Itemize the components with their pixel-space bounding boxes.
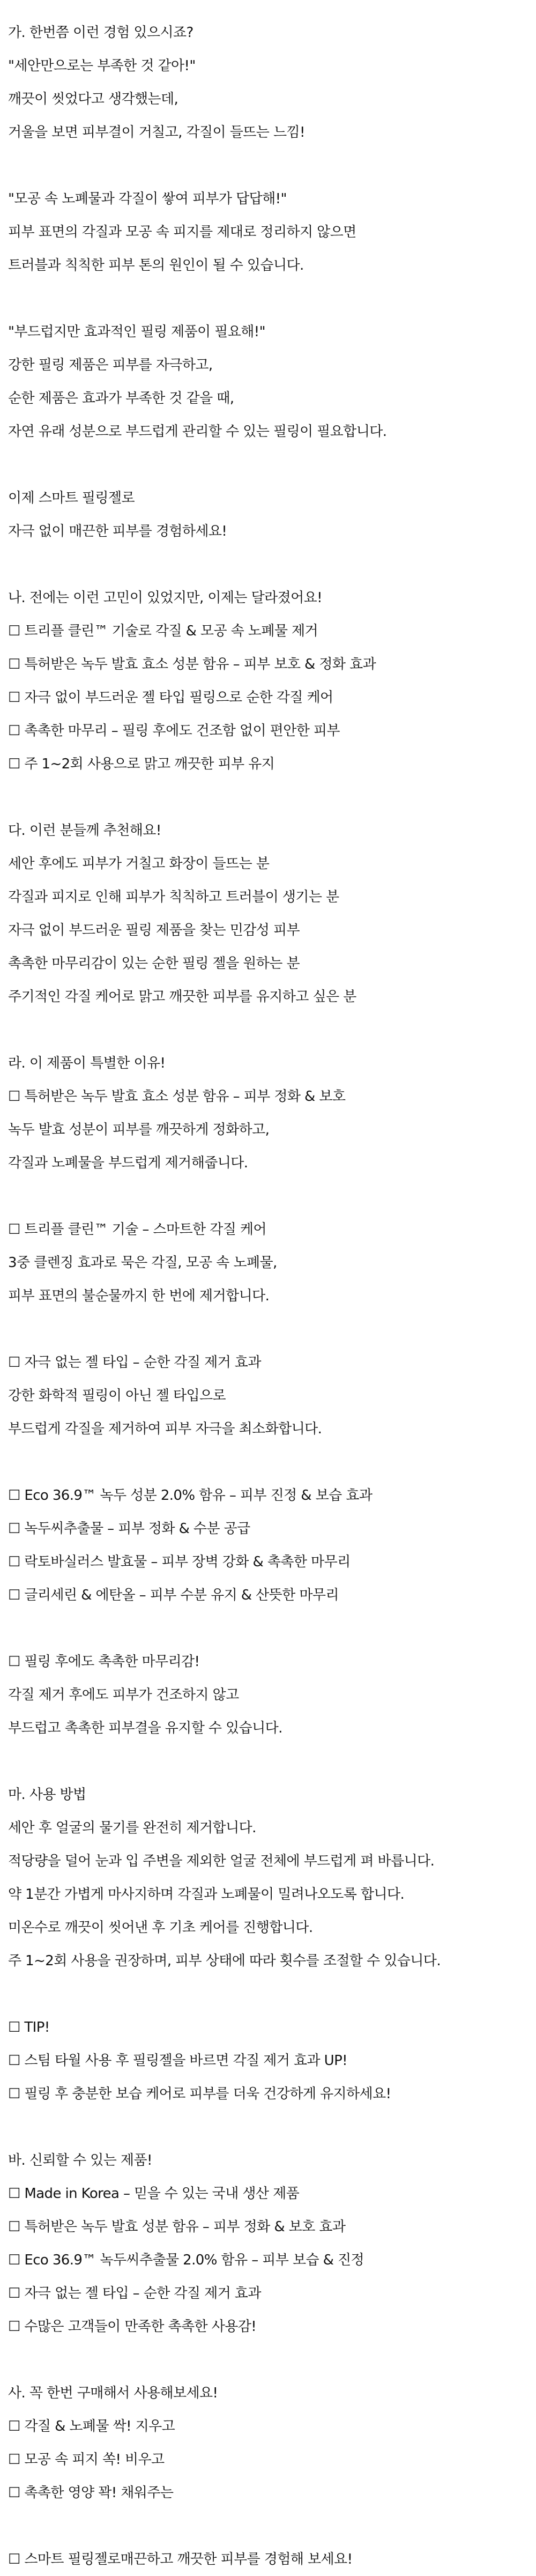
section-ba: [8, 2144, 536, 2343]
blank-line: [8, 2510, 536, 2543]
text-line: 자연 유래 성분으로 부드럽게 관리할 수 있는 필링이 필요합니다.: [8, 424, 387, 440]
text-line: 깨끗이 씻었다고 생각했는데,: [8, 91, 178, 107]
section-heading: 사. 꼭 한번 구매해서 사용해보세요!: [8, 2385, 218, 2401]
checkbox-line: ☐ 수많은 고객들이 만족한 촉촉한 사용감!: [8, 2319, 257, 2335]
section-heading: 바. 신뢰할 수 있는 제품!: [8, 2152, 152, 2168]
text-line: 부드럽고 촉촉한 피부결을 유지할 수 있습니다.: [8, 1720, 282, 1736]
text-line: 미온수로 깨끗이 씻어낸 후 기초 케어를 진행합니다.: [8, 1920, 313, 1936]
checkbox-line: ☐ 촉촉한 마무리 – 필링 후에도 건조함 없이 편안한 피부: [8, 723, 340, 739]
text-line: 거울을 보면 피부결이 거칠고, 각질이 들뜨는 느낌!: [8, 124, 305, 140]
checkbox-line: ☐ 자극 없이 부드러운 젤 타입 필링으로 순한 각질 케어: [8, 690, 333, 706]
text-line: 강한 필링 제품은 피부를 자극하고,: [8, 357, 213, 373]
section-da: [8, 814, 536, 1013]
section-na: [8, 581, 536, 781]
section-ga: [8, 16, 536, 548]
section-gap: [8, 548, 536, 581]
checkbox-line: ☐ 특허받은 녹두 발효 성분 함유 – 피부 정화 & 보호 효과: [8, 2219, 346, 2235]
checkbox-line: ☐ 각질 & 노폐물 싹! 지우고: [8, 2418, 175, 2434]
checkbox-line: ☐ 글리세린 & 에탄올 – 피부 수분 유지 & 산뜻한 마무리: [8, 1587, 339, 1603]
text-line: 피부 표면의 각질과 모공 속 피지를 제대로 정리하지 않으면: [8, 224, 356, 240]
section-heading: 가. 한번쯤 이런 경험 있으시죠?: [8, 25, 193, 41]
blank-line: [8, 1313, 536, 1346]
checkbox-line: ☐ 녹두씨추출물 – 피부 정화 & 수분 공급: [8, 1521, 250, 1537]
text-line: 각질 제거 후에도 피부가 건조하지 않고: [8, 1687, 239, 1703]
checkbox-line: ☐ Eco 36.9™ 녹두 성분 2.0% 함유 – 피부 진정 & 보습 효과: [8, 1487, 373, 1504]
text-line: 주기적인 각질 케어로 맑고 깨끗한 피부를 유지하고 싶은 분: [8, 989, 356, 1005]
text-line: 녹두 발효 성분이 피부를 깨끗하게 정화하고,: [8, 1122, 270, 1138]
blank-line: [8, 1180, 536, 1213]
text-line: 약 1분간 가볍게 마사지하며 각질과 노폐물이 밀려나오도록 합니다.: [8, 1886, 405, 1903]
checkbox-line: ☐ Eco 36.9™ 녹두씨추출물 2.0% 함유 – 피부 보습 & 진정: [8, 2252, 364, 2268]
text-line: 세안 후에도 피부가 거칠고 화장이 들뜨는 분: [8, 856, 270, 872]
checkbox-line: ☐ TIP!: [8, 2019, 50, 2035]
section-ma: [8, 1778, 536, 2111]
text-line: "부드럽지만 효과적인 필링 제품이 필요해!": [8, 324, 265, 340]
checkbox-line: ☐ 트리플 클린™ 기술로 각질 & 모공 속 노폐물 제거: [8, 623, 318, 639]
text-line: 적당량을 덜어 눈과 입 주변을 제외한 얼굴 전체에 부드럽게 펴 바릅니다.: [8, 1853, 435, 1869]
checkbox-line: ☐ 특허받은 녹두 발효 효소 성분 함유 – 피부 보호 & 정화 효과: [8, 656, 376, 672]
text-line: 주 1~2회 사용을 권장하며, 피부 상태에 따라 횟수를 조절할 수 있습니다.: [8, 1953, 441, 1969]
text-line: 촉촉한 마무리감이 있는 순한 필링 젤을 원하는 분: [8, 956, 300, 972]
text-line: 3중 클렌징 효과로 묵은 각질, 모공 속 노폐물,: [8, 1255, 277, 1271]
text-line: 자극 없이 매끈한 피부를 경험하세요!: [8, 523, 227, 539]
checkbox-line: ☐ 스팀 타월 사용 후 필링젤을 바르면 각질 제거 효과 UP!: [8, 2053, 348, 2069]
section-gap: [8, 2111, 536, 2144]
checkbox-line: ☐ 락토바실러스 발효물 – 피부 장벽 강화 & 촉촉한 마무리: [8, 1554, 351, 1570]
text-line: 트러블과 칙칙한 피부 톤의 원인이 될 수 있습니다.: [8, 257, 304, 273]
section-gap: [8, 2343, 536, 2377]
checkbox-line: ☐ 필링 후에도 촉촉한 마무리감!: [8, 1654, 200, 1670]
text-line: 자극 없이 부드러운 필링 제품을 찾는 민감성 피부: [8, 922, 300, 938]
checkbox-line: ☐ 스마트 필링젤로매끈하고 깨끗한 피부를 경험해 보세요!: [8, 2551, 353, 2567]
blank-line: [8, 1446, 536, 1479]
section-heading: 나. 전에는 이런 고민이 있었지만, 이제는 달라졌어요!: [8, 590, 322, 606]
checkbox-line: ☐ 필링 후 충분한 보습 케어로 피부를 더욱 건강하게 유지하세요!: [8, 2086, 391, 2102]
section-sa: [8, 2377, 536, 2576]
section-heading: 라. 이 제품이 특별한 이유!: [8, 1055, 166, 1071]
text-line: 피부 표면의 불순물까지 한 번에 제거합니다.: [8, 1288, 270, 1304]
section-ra: [8, 1047, 536, 1745]
section-heading: 마. 사용 방법: [8, 1787, 86, 1803]
text-line: 세안 후 얼굴의 물기를 완전히 제거합니다.: [8, 1820, 256, 1836]
blank-line: [8, 149, 536, 182]
checkbox-line: ☐ 주 1~2회 사용으로 맑고 깨끗한 피부 유지: [8, 756, 275, 772]
section-gap: [8, 781, 536, 814]
blank-line: [8, 1612, 536, 1645]
text-line: 이제 스마트 필링젤로: [8, 490, 135, 506]
text-line: 각질과 노폐물을 부드럽게 제거해줍니다.: [8, 1155, 248, 1171]
checkbox-line: ☐ 촉촉한 영양 꽉! 채워주는: [8, 2485, 174, 2501]
text-line: "세안만으로는 부족한 것 같아!": [8, 58, 196, 74]
text-line: 각질과 피지로 인해 피부가 칙칙하고 트러블이 생기는 분: [8, 889, 339, 905]
text-line: "모공 속 노폐물과 각질이 쌓여 피부가 답답해!": [8, 191, 287, 207]
section-gap: [8, 1013, 536, 1047]
checkbox-line: ☐ 특허받은 녹두 발효 효소 성분 함유 – 피부 정화 & 보호: [8, 1089, 346, 1105]
blank-line: [8, 1978, 536, 2011]
text-line: 강한 화학적 필링이 아닌 젤 타입으로: [8, 1388, 226, 1404]
section-gap: [8, 1745, 536, 1778]
blank-line: [8, 282, 536, 315]
text-line: 부드럽게 각질을 제거하여 피부 자극을 최소화합니다.: [8, 1421, 322, 1437]
checkbox-line: ☐ 자극 없는 젤 타입 – 순한 각질 제거 효과: [8, 2285, 261, 2301]
checkbox-line: ☐ 트리플 클린™ 기술 – 스마트한 각질 케어: [8, 1222, 266, 1238]
checkbox-line: ☐ Made in Korea – 믿을 수 있는 국내 생산 제품: [8, 2186, 300, 2202]
blank-line: [8, 448, 536, 482]
text-line: 순한 제품은 효과가 부족한 것 같을 때,: [8, 390, 234, 406]
checkbox-line: ☐ 모공 속 피지 쏙! 비우고: [8, 2452, 165, 2468]
checkbox-line: ☐ 자극 없는 젤 타입 – 순한 각질 제거 효과: [8, 1354, 261, 1371]
section-heading: 다. 이런 분들께 추천해요!: [8, 823, 161, 839]
